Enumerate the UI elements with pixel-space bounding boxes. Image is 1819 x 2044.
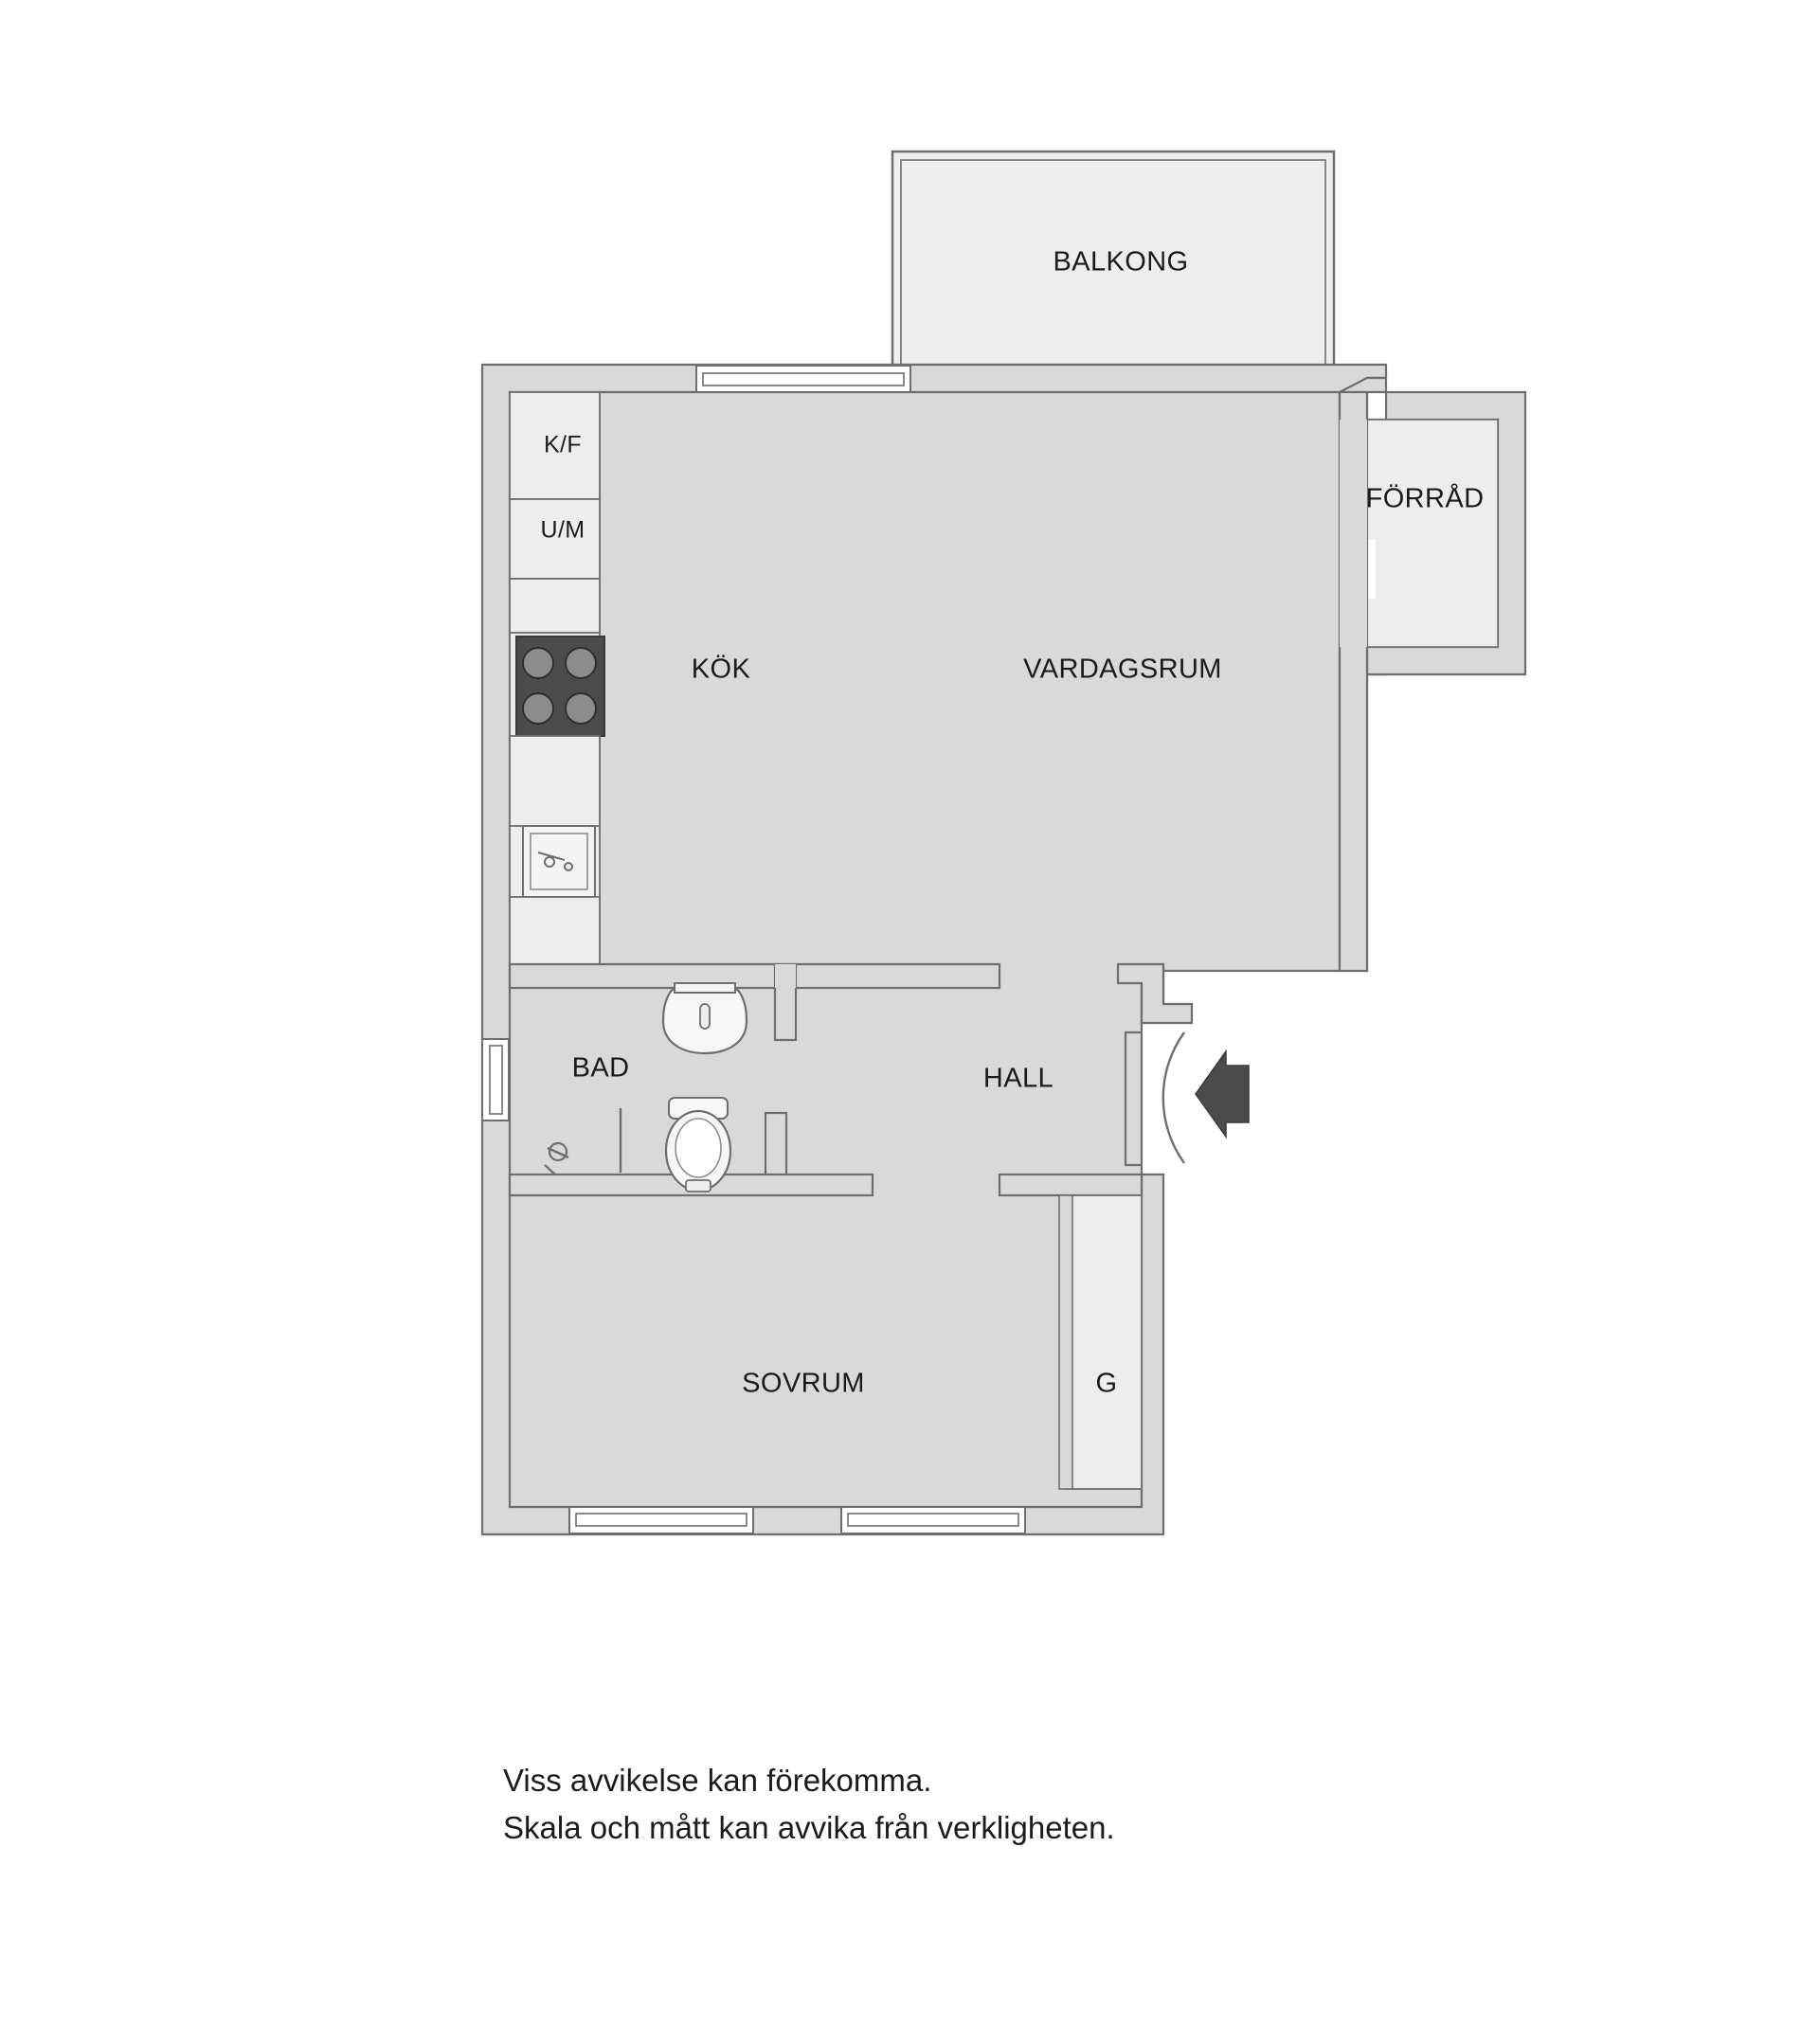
disclaimer-line-2: Skala och mått kan avvika från verkligheten.	[503, 1810, 1115, 1845]
fixture-label-washer-dryer: U/M	[540, 516, 585, 544]
disclaimer-text	[503, 1757, 1115, 1852]
fixture-label-wardrobe: G	[1095, 1368, 1118, 1399]
inner-wall-right	[1340, 392, 1367, 971]
toilet-icon	[666, 1098, 730, 1192]
washbasin-icon	[663, 983, 747, 1053]
room-label-forrad: FÖRRÅD	[1365, 483, 1485, 514]
stove-icon	[516, 637, 604, 736]
window-icon	[482, 1039, 509, 1121]
sink-icon	[523, 826, 595, 897]
room-label-balkong: BALKONG	[1053, 246, 1189, 278]
room-label-sovrum: SOVRUM	[742, 1368, 865, 1399]
window-icon	[696, 366, 910, 392]
window-icon	[569, 1507, 753, 1533]
room-label-bad: BAD	[571, 1052, 630, 1084]
wardrobe-box	[1066, 1195, 1142, 1489]
room-label-vardagsrum: VARDAGSRUM	[1023, 654, 1222, 685]
entry-door-icon	[1163, 1032, 1249, 1163]
room-label-kok: KÖK	[691, 654, 751, 685]
kitchen-counter	[510, 392, 604, 964]
disclaimer-line-1: Viss avvikelse kan förekomma.	[503, 1763, 932, 1798]
room-label-hall: HALL	[982, 1063, 1054, 1094]
window-icon	[841, 1507, 1025, 1533]
fixture-label-fridge-freezer: K/F	[543, 431, 583, 458]
outer-walls	[482, 365, 1386, 1534]
